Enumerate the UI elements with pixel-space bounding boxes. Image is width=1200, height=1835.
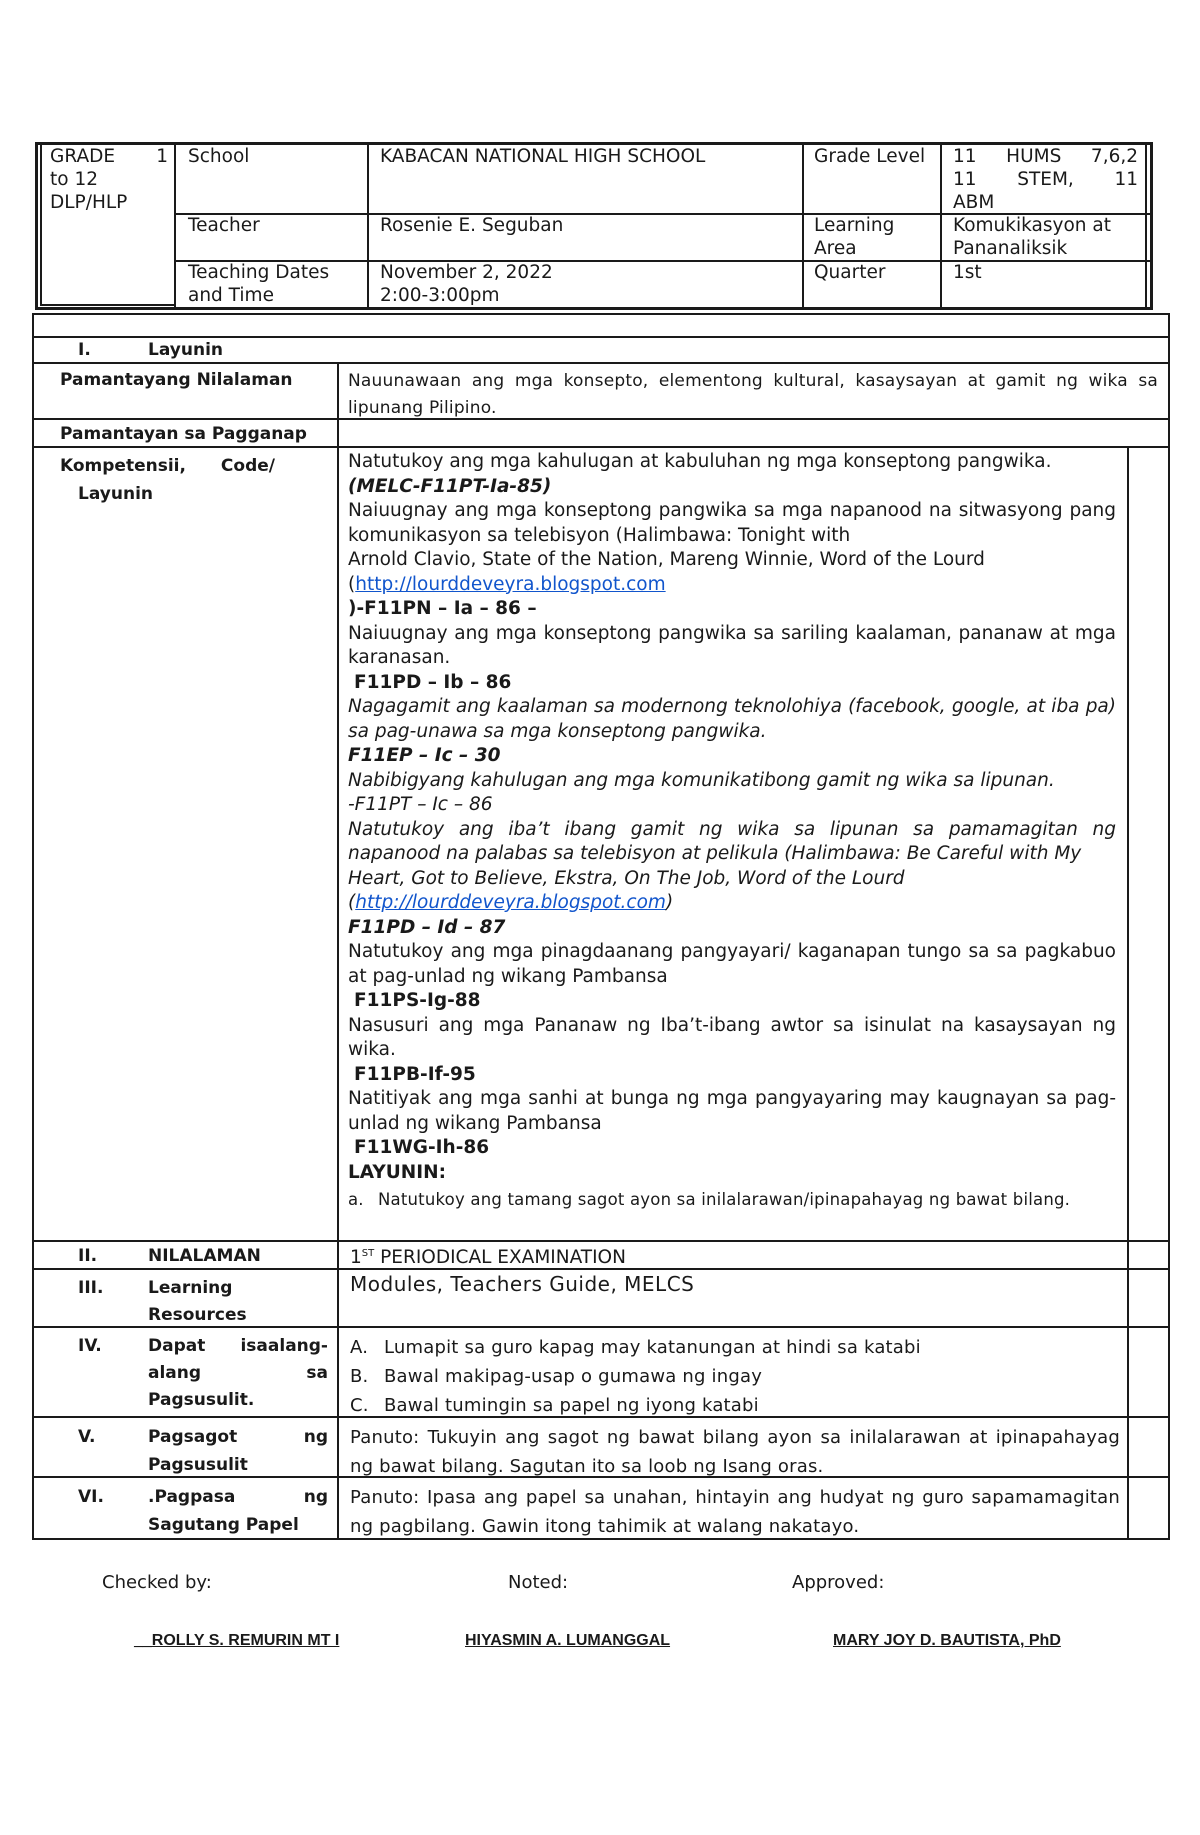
pagsagot-value: Panuto: Tukuyin ang sagot ng bawat bilang ayon sa inilalarawan at ipinapahayag ng bawat bilang. Sagutan ito sa loob ng Isang oras. <box>350 1427 1120 1477</box>
pamantayang-nilalaman-value: Nauunawaan ang mga konsepto, elementong kultural, kasaysayan at gamit ng wika sa lipunang Pilipino. <box>348 371 1158 418</box>
blogspot-link[interactable]: http://lourddeveyra.blogspot.com <box>355 573 666 595</box>
quarter-label: Quarter <box>814 262 886 283</box>
pamantayang-nilalaman-label: Pamantayang Nilalaman <box>60 370 293 390</box>
dates-label: Teaching Dates and Time <box>188 262 330 306</box>
section-layunin-heading: I. Layunin <box>78 340 223 360</box>
section-nilalaman-heading: II. NILALAMAN <box>78 1246 261 1266</box>
nilalaman-value: 1ST PERIODICAL EXAMINATION <box>350 1247 626 1269</box>
school-value: KABACAN NATIONAL HIGH SCHOOL <box>380 146 706 167</box>
grade-label: GRADE 1 to 12 DLP/HLP <box>50 146 168 213</box>
section-pagpasa-heading: VI. .Pagpasa ng Sagutang Papel <box>78 1487 328 1535</box>
grade-level-value: 11 HUMS 7,6,2 11 STEM, 11 ABM <box>953 146 1138 213</box>
teacher-label: Teacher <box>188 215 260 236</box>
checked-by-label: Checked by: <box>102 1572 212 1593</box>
section-pagsagot-heading: V. Pagsagot ng Pagsusulit <box>78 1427 328 1475</box>
teacher-value: Rosenie E. Seguban <box>380 215 564 236</box>
kompetensi-content: Natutukoy ang mga kahulugan at kabuluhan ng mga konseptong pangwika. (MELC-F11PT-Ia-85) Naiuugnay ang mga konseptong pangwika sa mga napanood na sitwasyong pang komunikasyon sa telebisyon (Halimbawa: Tonight with Arnold Clavio, State of the Nation, Mareng Winnie, Word of the Lourd (http://lourddeveyra.blogspot.com )-F11PN – Ia – 86 – Naiuugnay ang mga konseptong pangwika sa sariling kaalaman, pananaw at mga karanasan. F11PD – Ib – 86 Nagagamit ang kaalaman sa modernong teknolohiya (facebook, google, at iba pa) sa pag-unawa sa mga konseptong pangwika. F11EP – Ic – 30 Nabibigyang kahulugan ang mga komunikatibong gamit ng wika sa lipunan. -F11PT – Ic – 86 Natutukoy ang iba’t ibang gamit ng wika sa lipunan sa pamamagitan ng napanood na palabas sa telebisyon at pelikula (Halimbawa: Be Careful with My Heart, Got to Believe, Ekstra, On The Job, Word of the Lourd (http://lourddeveyra.blogspot.com) F11PD – Id – 87 Natutukoy ang mga pinagdaanang pangyayari/ kaganapan tungo sa sa pagkabuo at pag-unlad ng wikang Pambansa F11PS-Ig-88 Nasusuri ang mga Pananaw ng Iba’t-ibang awtor sa isinulat na kasaysayan ng wika. F11PB-If-95 Natitiyak ang mga sanhi at bunga ng mga pangyayaring may kaugnayan sa pag-unlad ng wikang Pambansa F11WG-Ih-86 LAYUNIN: a. Natutukoy ang tamang sagot ayon sa inilalarawan/ipinapahayag ng bawat bilang. <box>348 451 1116 1209</box>
school-label: School <box>188 146 250 167</box>
dapat-item: A. Lumapit sa guro kapag may katanungan at hindi sa katabi <box>350 1337 921 1358</box>
resources-value: Modules, Teachers Guide, MELCS <box>350 1272 695 1296</box>
noted-name: HIYASMIN A. LUMANGGAL <box>465 1632 671 1649</box>
grade-level-label: Grade Level <box>814 146 926 167</box>
section-resources-heading: III. Learning Resources <box>78 1278 247 1325</box>
pagpasa-value: Panuto: Ipasa ang papel sa unahan, hintayin ang hudyat ng guro sapamamagitan ng pagbilang. Gawin itong tahimik at walang nakatayo. <box>350 1487 1120 1537</box>
pamantayan-pagganap-label: Pamantayan sa Pagganap <box>60 424 307 444</box>
noted-label: Noted: <box>508 1572 569 1593</box>
dapat-list <box>350 1333 1120 1420</box>
date-time-value: November 2, 2022 2:00-3:00pm <box>380 262 553 306</box>
approved-name: MARY JOY D. BAUTISTA, PhD <box>833 1632 1061 1649</box>
dapat-item: C. Bawal tumingin sa papel ng iyong katabi <box>350 1395 759 1416</box>
kompetensi-label: Kompetensii, Code/ Layunin <box>60 456 275 504</box>
learning-area-label: Learning Area <box>814 215 895 259</box>
approved-label: Approved: <box>792 1572 885 1593</box>
learning-area-value: Komukikasyon at Pananaliksik <box>953 215 1111 259</box>
checked-by-name: __ROLLY S. REMURIN MT I <box>134 1632 340 1649</box>
dapat-item: B. Bawal makipag-usap o gumawa ng ingay <box>350 1366 763 1387</box>
section-dapat-heading: IV. Dapat isaalang-alang sa Pagsusulit. <box>78 1336 328 1410</box>
quarter-value: 1st <box>953 262 982 283</box>
blogspot-link-2[interactable]: http://lourddeveyra.blogspot.com <box>355 892 666 913</box>
